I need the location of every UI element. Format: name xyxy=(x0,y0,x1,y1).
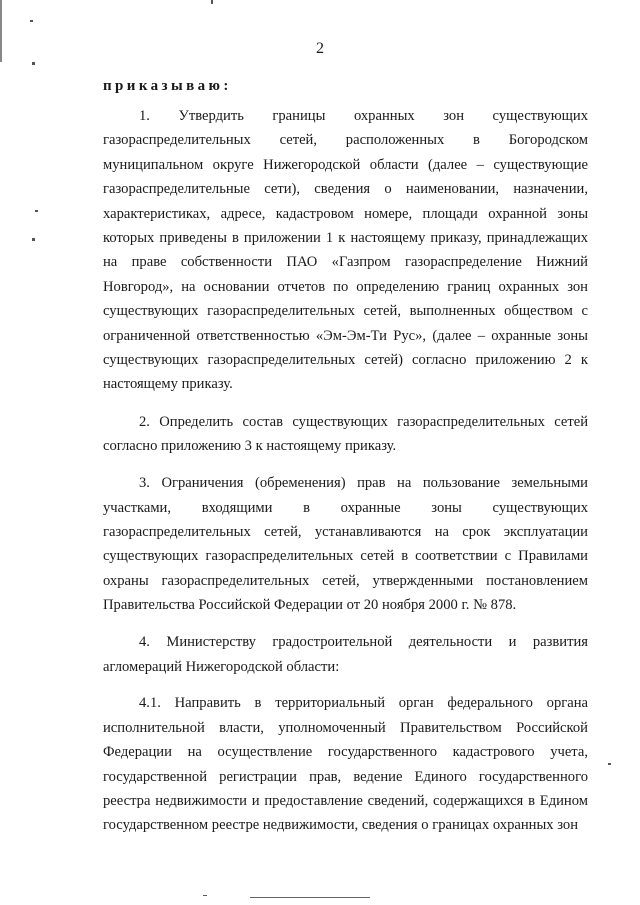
scan-speck xyxy=(608,763,611,765)
bottom-scan-line xyxy=(250,897,370,898)
paragraph-2: 2. Определить состав существующих газораспределительных сетей согласно приложению 3 к настоящему приказу. xyxy=(103,413,588,455)
page-number: 2 xyxy=(316,40,324,57)
scan-speck xyxy=(35,210,38,212)
order-heading: приказываю: xyxy=(103,78,232,94)
paragraph-3: 3. Ограничения (обременения) прав на пользование земельными участками, входящими в охранные зоны существующих газораспределительных сетей, устанавливаются на срок эксплуатации существующих газораспределительных сетей в соответствии с Правилами охраны газораспределительных сетей, утвержденными постановлением Правительства Российской Федерации от 20 ноября 2000 г. № 878. xyxy=(103,475,588,614)
scan-speck xyxy=(211,0,213,4)
scan-speck xyxy=(30,20,33,22)
scan-speck xyxy=(32,238,35,241)
scan-speck xyxy=(203,895,207,896)
document-body xyxy=(103,104,588,850)
paragraph-4: 4. Министерству градостроительной деятельности и развития агломераций Нижегородской области: xyxy=(103,634,588,675)
scan-speck xyxy=(32,62,35,65)
paragraph-1: 1. Утвердить границы охранных зон существующих газораспределительных сетей, расположенных в Богородском муниципальном округе Нижегородской области (далее – существующие газораспределительные сети), сведения о наименовании, назначении, характеристиках, адресе, кадастровом номере, площади охранной зоны которых приведены в приложении 1 к настоящему приказу, принадлежащих на праве собственности ПАО «Газпром газораспределение Нижний Новгород», на основании отчетов по определению границ охранных зон существующих газораспределительных сетей, выполненных обществом с ограниченной ответственностью «Эм-Эм-Ти Рус», (далее – охранные зоны существующих газораспределительных сетей) согласно приложению 2 к настоящему приказу. xyxy=(103,108,588,393)
paragraph-4-1: 4.1. Направить в территориальный орган федерального органа исполнительной власти, уполномоченный Правительством Российской Федерации на осуществление государственного кадастрового учета, государственной регистрации прав, ведение Единого государственного реестра недвижимости и предоставление сведений, содержащихся в Едином государственном реестре недвижимости, сведения о границах охранных зон xyxy=(103,695,588,834)
